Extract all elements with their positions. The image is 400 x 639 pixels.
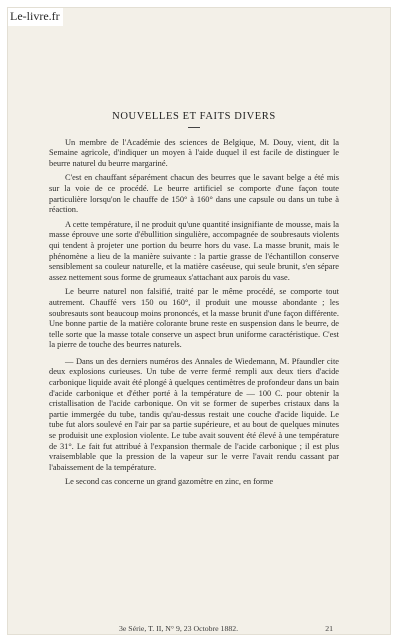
title-rule	[188, 127, 200, 128]
document-page	[8, 8, 390, 634]
paragraph: Le second cas concerne un grand gazomètre en zinc, en forme	[65, 477, 274, 487]
paragraph: Le beurre naturel non falsifié, traité par le même procédé, se comporte tout autrement. Chauffé vers 150 ou 160°, il produit une mousse abondante ; les soubresauts sont beaucoup moins prononcés, et la masse brunit d'une façon différente. Une bonne partie de la matière colorante brune reste en suspension dans le beurre, de telle sorte que la masse totale conserve un aspect brun uniforme caractéristique. C'est la pierre de touche des beurres naturels.	[49, 287, 339, 350]
watermark-logo: Le-livre.fr	[8, 8, 63, 26]
paragraph: A cette température, il ne produit qu'une quantité insignifiante de mousse, mais la masse éprouve une sorte d'ébullition singulière, accompagnée de soubresauts violents qui tendent à projeter une portion du beurre hors du vase. La masse brunit, mais le phénomène a lieu de la manière suivante : la partie grasse de l'échantillon conserve sensiblement sa couleur naturelle, et la matière caséeuse, qui seule brunit, s'en sépare assez nettement sous forme de grumeaux s'attachant aux parois du vase.	[49, 219, 339, 282]
article-title: NOUVELLES ET FAITS DIVERS	[112, 111, 276, 122]
paragraph: C'est en chauffant séparément chacun des beurres que le savant belge a été mis sur la voie de ce procédé. Le beurre artificiel se comporte d'une façon toute particulière lorsqu'on le chauffe de 150° à 160° dans une capsule ou dans un tube à réaction.	[49, 173, 339, 215]
paragraph: — Dans un des derniers numéros des Annales de Wiedemann, M. Pfaundler cite deux explosions curieuses. Un tube de verre fermé rempli aux deux tiers d'acide carbonique liquide avait été plongé à quelques centimètres de profondeur dans un bain d'acide carbonique et d'éther porté à la température de — 100 C. pour obtenir la cristallisation de l'acide carbonique. On vit se former de superbes cristaux dans la partie immergée du tube, tandis qu'au-dessus restait une couche d'acide liquide. Le tube fut alors soulevé en l'air par sa partie supérieure, et au bout de quelques minutes se produisit une explosion violente. Le tube avait souvent été élevé à une température de 31°. Le fait fut attribué à l'expansion thermale de l'acide carbonique ; il est plus vraisemblable que la pression de la vapeur sur le verre l'avait rendu cassant par l'abaissement de la température.	[49, 356, 339, 472]
page-number: 21	[325, 624, 333, 633]
paragraph: Un membre de l'Académie des sciences de Belgique, M. Douy, vient, dit la Semaine agricole, d'indiquer un moyen à l'aide duquel il est facile de distinguer le beurre naturel du beurre margariné.	[49, 137, 339, 168]
issue-info: 3e Série, T. II, N° 9, 23 Octobre 1882.	[119, 624, 239, 633]
article	[49, 112, 339, 492]
